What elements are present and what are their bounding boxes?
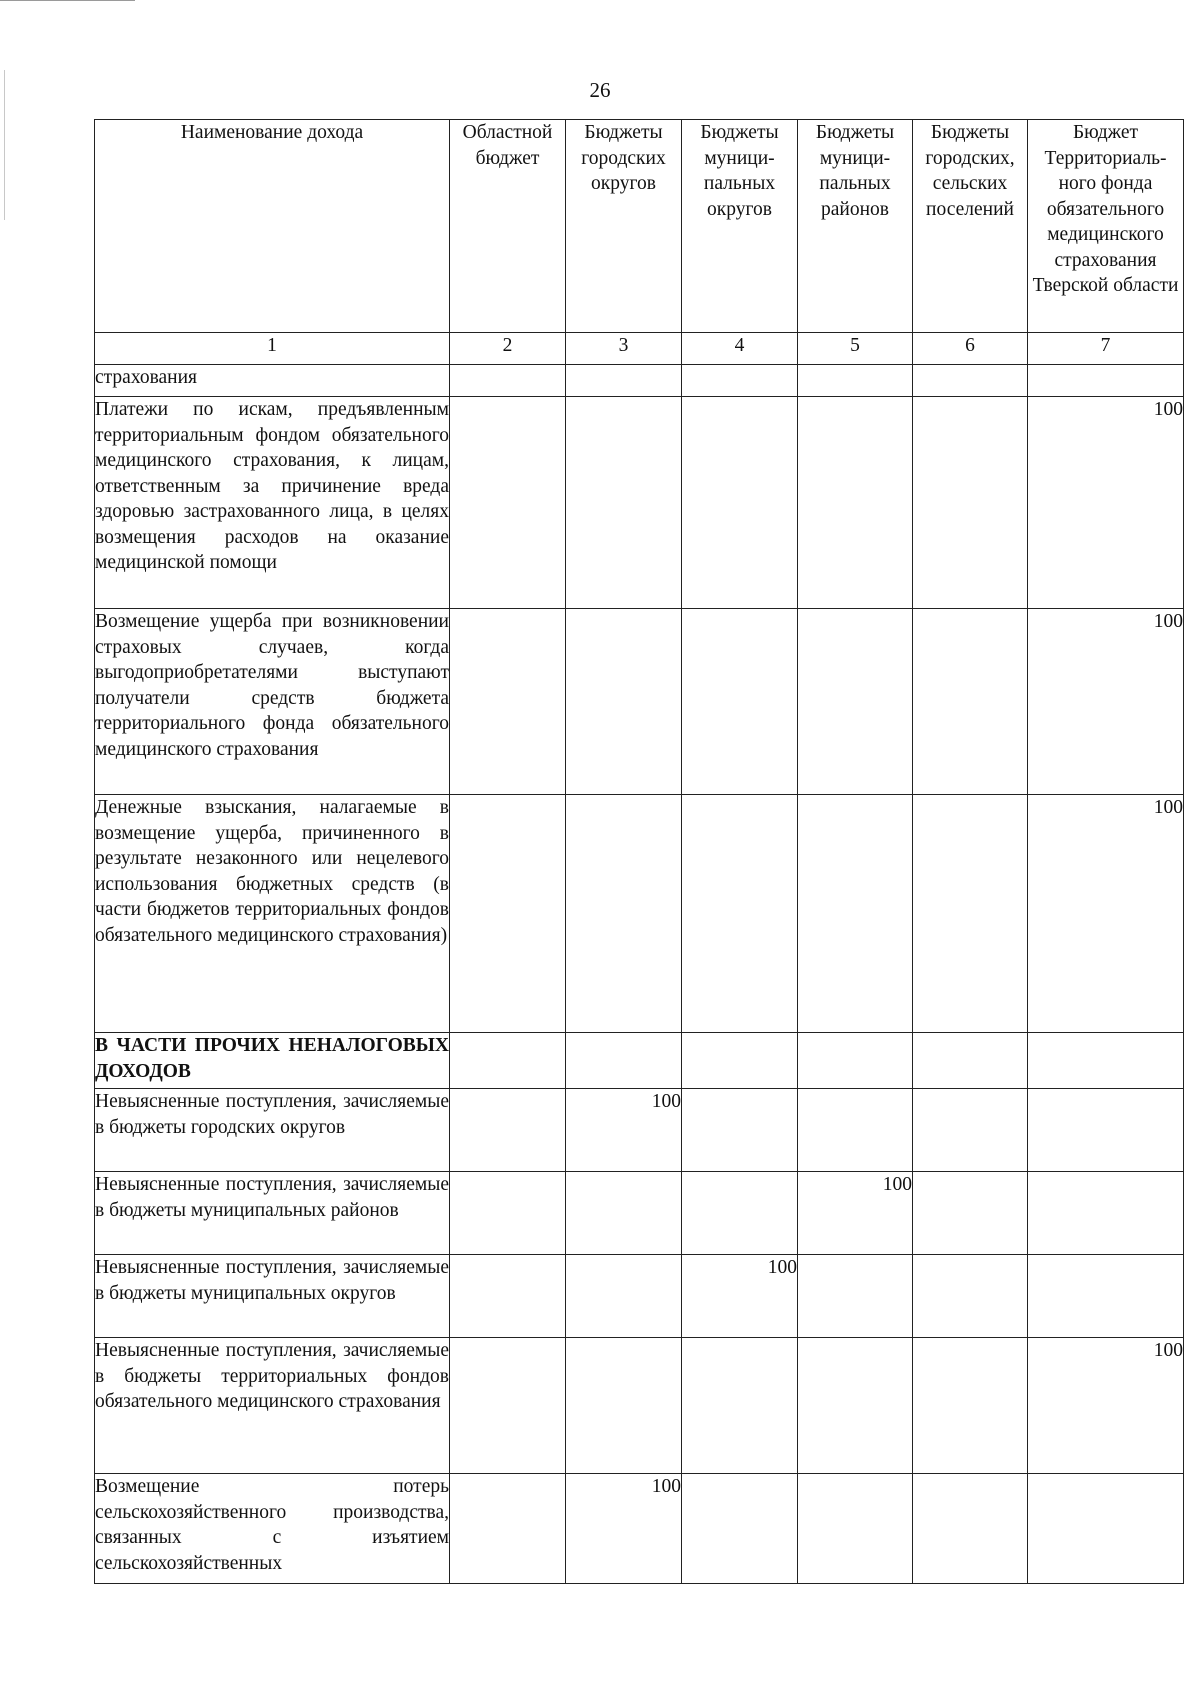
income-name: страхования xyxy=(95,365,450,397)
column-numbers-row xyxy=(95,333,1184,365)
value-cell xyxy=(798,795,913,1033)
value-cell xyxy=(798,365,913,397)
column-header-regional-budget: Областной бюджет xyxy=(450,120,566,333)
value-cell: 100 xyxy=(798,1172,913,1255)
value-cell xyxy=(798,1255,913,1338)
value-cell xyxy=(682,397,798,609)
table-row xyxy=(95,609,1184,795)
income-name: Платежи по искам, предъявленным территориальным фондом обязательного медицинского страхования, к лицам, ответственным за причинение вреда здоровью застрахованного лица, в целях возмещения расходов на оказание медицинской помощи xyxy=(95,397,450,609)
value-cell: 100 xyxy=(566,1474,682,1584)
column-header-municipal-districts: Бюджеты муници-пальных округов xyxy=(682,120,798,333)
value-cell xyxy=(450,609,566,795)
value-cell xyxy=(913,1033,1028,1089)
value-cell xyxy=(1028,365,1184,397)
value-cell xyxy=(1028,1255,1184,1338)
value-cell xyxy=(798,1474,913,1584)
header-row xyxy=(95,120,1184,333)
value-cell: 100 xyxy=(1028,397,1184,609)
value-cell xyxy=(450,1089,566,1172)
value-cell xyxy=(566,1338,682,1474)
column-number: 4 xyxy=(682,333,798,365)
column-number: 6 xyxy=(913,333,1028,365)
value-cell xyxy=(450,397,566,609)
value-cell xyxy=(913,1338,1028,1474)
value-cell xyxy=(450,1474,566,1584)
value-cell xyxy=(798,1033,913,1089)
value-cell xyxy=(682,365,798,397)
column-number: 7 xyxy=(1028,333,1184,365)
value-cell xyxy=(450,365,566,397)
value-cell xyxy=(682,1033,798,1089)
value-cell: 100 xyxy=(1028,1338,1184,1474)
value-cell xyxy=(798,609,913,795)
value-cell xyxy=(1028,1474,1184,1584)
income-name: Возмещение потерь сельскохозяйственного производства, связанных с изъятием сельскохозяйственных xyxy=(95,1474,450,1584)
income-name: Невыясненные поступления, зачисляемые в бюджеты территориальных фондов обязательного медицинского страхования xyxy=(95,1338,450,1474)
table-row xyxy=(95,795,1184,1033)
value-cell xyxy=(682,1474,798,1584)
value-cell xyxy=(566,397,682,609)
value-cell xyxy=(913,795,1028,1033)
value-cell xyxy=(798,397,913,609)
column-number: 2 xyxy=(450,333,566,365)
column-header-municipal-regions: Бюджеты муници-пальных районов xyxy=(798,120,913,333)
value-cell xyxy=(798,1089,913,1172)
table-row xyxy=(95,365,1184,397)
value-cell xyxy=(1028,1033,1184,1089)
value-cell xyxy=(913,365,1028,397)
value-cell: 100 xyxy=(566,1089,682,1172)
section-heading-row xyxy=(95,1033,1184,1089)
value-cell xyxy=(450,1338,566,1474)
table-row xyxy=(95,1172,1184,1255)
table-row xyxy=(95,397,1184,609)
value-cell xyxy=(913,1172,1028,1255)
value-cell xyxy=(913,397,1028,609)
scan-edge-mark xyxy=(0,0,135,1)
page-number: 26 xyxy=(589,78,611,102)
value-cell xyxy=(566,795,682,1033)
column-header-settlements: Бюджеты городских, сельских поселений xyxy=(913,120,1028,333)
income-name: Невыясненные поступления, зачисляемые в бюджеты городских округов xyxy=(95,1089,450,1172)
value-cell xyxy=(913,1089,1028,1172)
value-cell xyxy=(798,1338,913,1474)
column-header-name: Наименование дохода xyxy=(95,120,450,333)
value-cell xyxy=(566,1172,682,1255)
value-cell xyxy=(682,1089,798,1172)
value-cell xyxy=(913,1474,1028,1584)
table-row xyxy=(95,1089,1184,1172)
value-cell xyxy=(682,795,798,1033)
table-row xyxy=(95,1338,1184,1474)
table-row xyxy=(95,1474,1184,1584)
value-cell xyxy=(450,1172,566,1255)
value-cell xyxy=(566,1033,682,1089)
value-cell: 100 xyxy=(1028,795,1184,1033)
value-cell xyxy=(450,795,566,1033)
value-cell xyxy=(682,1338,798,1474)
income-name: Возмещение ущерба при возникновении страховых случаев, когда выгодоприобретателями выступают получатели средств бюджета территориального фонда обязательного медицинского страхования xyxy=(95,609,450,795)
value-cell xyxy=(1028,1089,1184,1172)
column-number: 3 xyxy=(566,333,682,365)
column-number: 5 xyxy=(798,333,913,365)
value-cell xyxy=(566,365,682,397)
value-cell xyxy=(913,609,1028,795)
value-cell xyxy=(566,1255,682,1338)
table-row xyxy=(95,1255,1184,1338)
column-header-city-districts: Бюджеты городских округов xyxy=(566,120,682,333)
value-cell xyxy=(682,1172,798,1255)
value-cell xyxy=(1028,1172,1184,1255)
value-cell xyxy=(450,1255,566,1338)
column-header-medical-insurance-fund: Бюджет Территориаль-ного фонда обязательного медицинского страхования Тверской области xyxy=(1028,120,1184,333)
value-cell xyxy=(450,1033,566,1089)
revenue-distribution-table xyxy=(94,119,1184,1584)
value-cell xyxy=(682,609,798,795)
value-cell xyxy=(913,1255,1028,1338)
value-cell xyxy=(566,609,682,795)
value-cell: 100 xyxy=(682,1255,798,1338)
income-name: Невыясненные поступления, зачисляемые в бюджеты муниципальных округов xyxy=(95,1255,450,1338)
value-cell: 100 xyxy=(1028,609,1184,795)
income-name: Невыясненные поступления, зачисляемые в бюджеты муниципальных районов xyxy=(95,1172,450,1255)
column-number: 1 xyxy=(95,333,450,365)
section-heading: В ЧАСТИ ПРОЧИХ НЕНАЛОГОВЫХ ДОХОДОВ xyxy=(95,1033,450,1089)
income-name: Денежные взыскания, налагаемые в возмещение ущерба, причиненного в результате незаконного или нецелевого использования бюджетных средств (в части бюджетов территориальных фондов обязательного медицинского страхования) xyxy=(95,795,450,1033)
